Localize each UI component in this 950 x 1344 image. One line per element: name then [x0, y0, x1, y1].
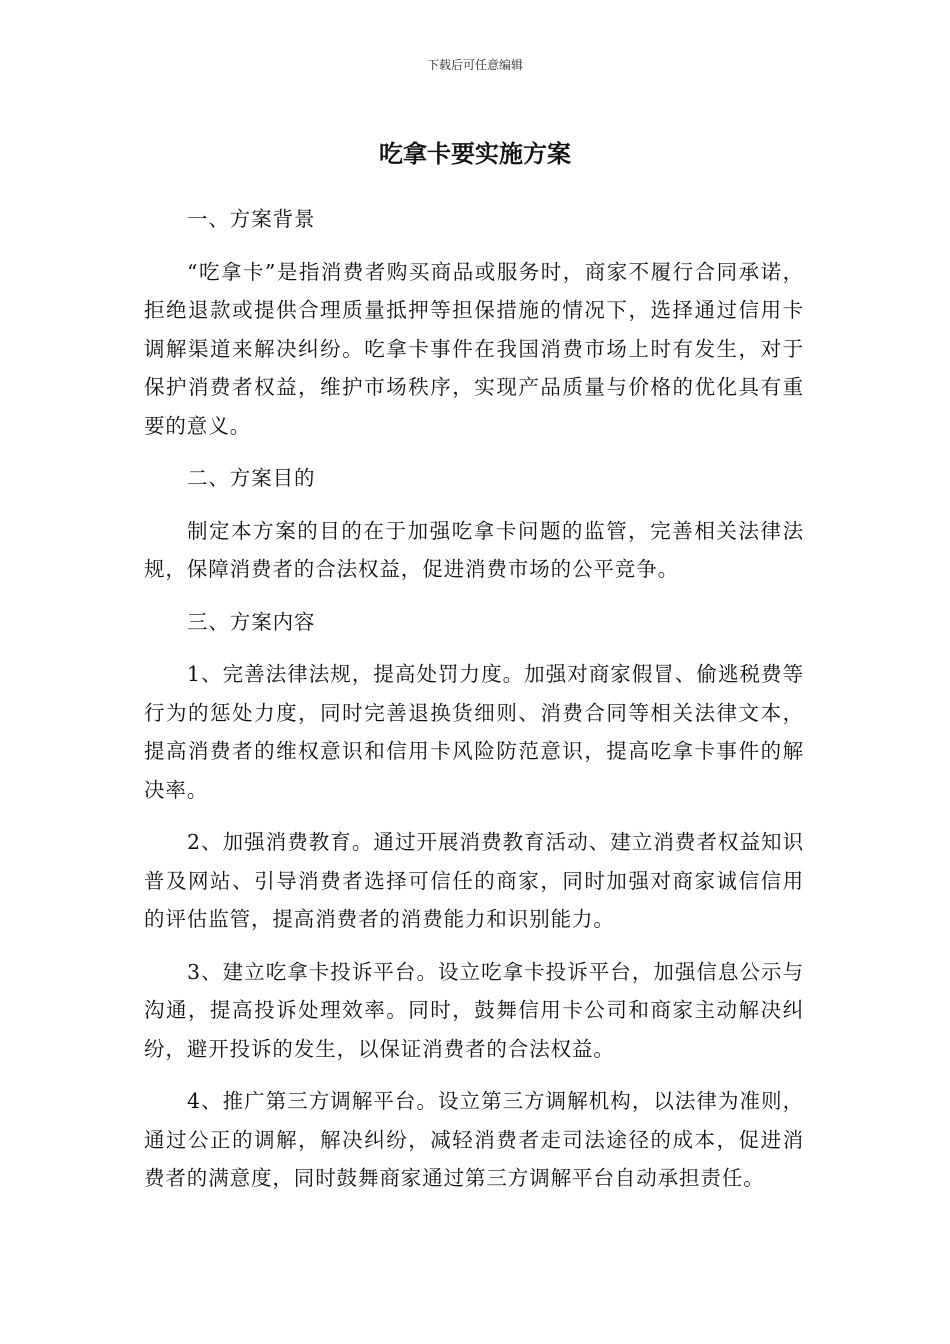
header-note: 下载后可任意编辑: [426, 58, 523, 72]
paragraph-purpose: 制定本方案的目的在于加强吃拿卡问题的监管，完善相关法律法规，保障消费者的合法权益，促进消费市场的公平竞争。: [144, 518, 804, 581]
content-item-3: 3、建立吃拿卡投诉平台。设立吃拿卡投诉平台，加强信息公示与沟通，提高投诉处理效率。同时，鼓舞信用卡公司和商家主动解决纠纷，避开投诉的发生，以保证消费者的合法权益。: [144, 959, 804, 1061]
content-item-4: 4、推广第三方调解平台。设立第三方调解机构，以法律为准则，通过公正的调解，解决纠纷，减轻消费者走司法途径的成本，促进消费者的满意度，同时鼓舞商家通过第三方调解平台自动承担责任。: [144, 1089, 804, 1190]
content-item-1: 1、完善法律法规，提高处罚力度。加强对商家假冒、偷逃税费等行为的惩处力度，同时完善退换货细则、消费合同等相关法律文本，提高消费者的维权意识和信用卡风险防范意识，提高吃拿卡事件的解决率。: [144, 662, 804, 802]
paragraph-background: “吃拿卡”是指消费者购买商品或服务时，商家不履行合同承诺，拒绝退款或提供合理质量抵押等担保措施的情况下，选择通过信用卡调解渠道来解决纠纷。吃拿卡事件在我国消费市场上时有发生，对于保护消费者权益，维护市场秩序，实现产品质量与价格的优化具有重要的意义。: [144, 259, 804, 438]
section-heading-background: 一、方案背景: [187, 207, 316, 231]
section-heading-purpose: 二、方案目的: [187, 466, 316, 490]
document-title: 吃拿卡要实施方案: [379, 140, 571, 168]
document-body: [144, 200, 804, 1212]
section-heading-content: 三、方案内容: [187, 609, 316, 634]
content-item-2: 2、加强消费教育。通过开展消费教育活动、建立消费者权益知识普及网站、引导消费者选择可信任的商家，同时加强对商家诚信信用的评估监管，提高消费者的消费能力和识别能力。: [144, 830, 804, 931]
